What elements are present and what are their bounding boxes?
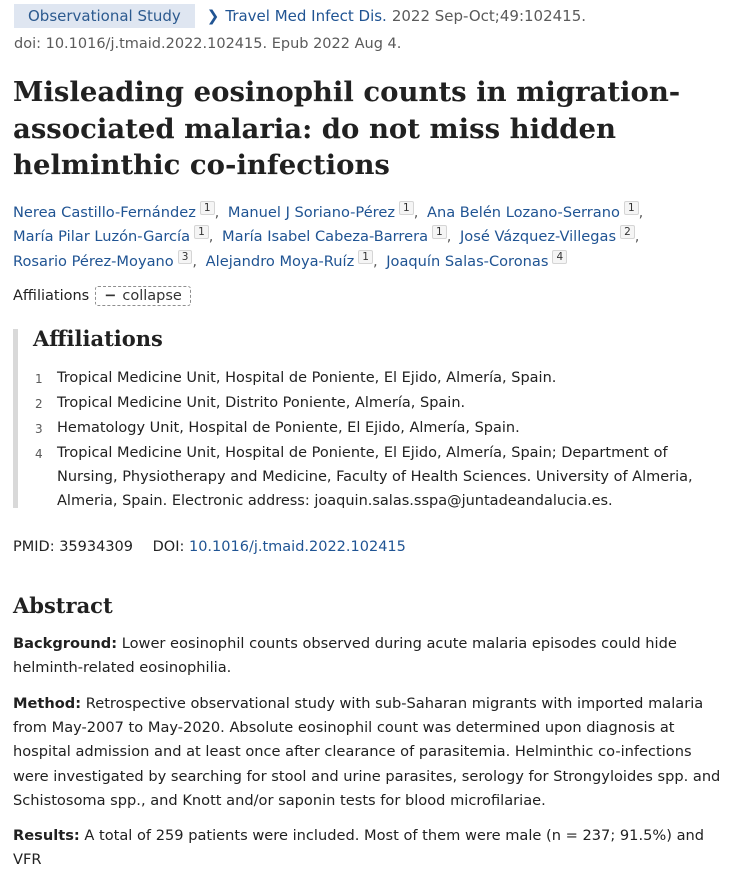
affiliations-toggle-label: Affiliations <box>13 288 90 304</box>
affiliation-ref[interactable]: 1 <box>358 250 373 264</box>
author-link[interactable]: Joaquín Salas-Coronas <box>386 252 549 270</box>
author-link[interactable]: Rosario Pérez-Moyano <box>13 252 174 270</box>
abstract-background <box>13 632 731 680</box>
affiliation-item <box>35 416 730 441</box>
method-text: Retrospective observational study with sub-Saharan migrants with imported malaria from May-2007 to May-2020. Absolute eosinophil count was determined upon diagnosis at hospital admission and at least once after clearance of parasitemia. Helminthic co-infections were investigated by searching for stool and urine parasites, serology for Strongyloides spp. and Schistosoma spp., and Knott and/or saponin tests for blood microfilariae. <box>13 695 721 809</box>
chevron-right-icon: ❯ <box>206 7 220 25</box>
affiliation-number: 2 <box>35 397 43 411</box>
affiliation-item <box>35 366 730 391</box>
abstract-method <box>13 692 731 813</box>
doi-label: DOI: <box>152 539 185 555</box>
publication-type-badge: Observational Study <box>14 4 195 28</box>
background-text: Lower eosinophil counts observed during acute malaria episodes could hide helminth-related eosinophilia. <box>13 635 677 677</box>
affiliation-ref[interactable]: 1 <box>624 201 639 215</box>
affiliation-number: 1 <box>35 372 43 386</box>
affiliation-text: Tropical Medicine Unit, Distrito Poniente, Almería, Spain. <box>57 395 466 411</box>
results-text: A total of 259 patients were included. Most of them were male (n = 237; 91.5%) and VFR <box>13 827 705 869</box>
affiliations-list <box>35 366 730 513</box>
affiliation-text: Tropical Medicine Unit, Hospital de Poniente, El Ejido, Almería, Spain; Department of Nursing, Physiotherapy and Medicine, Faculty of Health Sciences. University of Almeria, Almeria, Spain. Electronic address: joaquin.salas.sspa@juntadeandalucia.es. <box>57 445 693 509</box>
author-link[interactable]: Alejandro Moya-Ruíz <box>205 252 355 270</box>
doi-link[interactable]: 10.1016/j.tmaid.2022.102415 <box>188 539 406 555</box>
abstract-heading: Abstract <box>13 593 113 618</box>
affiliation-ref[interactable]: 4 <box>552 250 567 264</box>
affiliation-number: 4 <box>35 447 43 461</box>
results-label: Results: <box>13 827 80 844</box>
author-link[interactable]: María Pilar Luzón-García <box>13 228 191 246</box>
author-link[interactable]: María Isabel Cabeza-Barrera <box>222 228 429 246</box>
article-header <box>14 4 586 28</box>
affiliation-text: Tropical Medicine Unit, Hospital de Poniente, El Ejido, Almería, Spain. <box>57 370 557 386</box>
author-list: Nerea Castillo-Fernández 1 , Manuel J Soriano-Pérez 1 , Ana Belén Lozano-Serrano 1 , María Pilar Luzón-García 1 , María Isabel Cabeza-Barrera 1 , José Vázquez-Villegas 2 , Rosario Pérez-Moyano 3 , Alejandro Moya-Ruíz 1 , Joaquín Salas-Coronas 4 <box>13 202 644 270</box>
affiliations-heading: Affiliations <box>33 326 163 351</box>
journal-issue: 2022 Sep-Oct;49:102415. <box>391 7 587 25</box>
affiliation-text: Hematology Unit, Hospital de Poniente, El Ejido, Almería, Spain. <box>57 420 520 436</box>
affiliation-item <box>35 441 730 513</box>
affiliation-ref[interactable]: 1 <box>399 201 414 215</box>
affiliations-toggle-row <box>13 286 191 306</box>
affiliation-item <box>35 391 730 416</box>
affiliation-ref[interactable]: 3 <box>178 250 193 264</box>
author-link[interactable]: Nerea Castillo-Fernández <box>13 204 196 221</box>
collapse-button-label: collapse <box>122 288 182 304</box>
author-link[interactable]: Ana Belén Lozano-Serrano <box>426 204 620 221</box>
affiliation-ref[interactable]: 2 <box>620 225 635 239</box>
pmid-label: PMID: <box>13 539 55 555</box>
affiliations-panel <box>13 326 733 509</box>
affiliation-number: 3 <box>35 422 43 436</box>
journal-name-link[interactable]: Travel Med Infect Dis. <box>225 7 387 25</box>
affiliation-ref[interactable]: 1 <box>194 225 209 239</box>
method-label: Method: <box>13 695 82 712</box>
journal-citation <box>207 7 586 25</box>
minus-icon: − <box>104 288 117 304</box>
collapse-affiliations-button[interactable] <box>95 286 191 306</box>
author-link[interactable]: José Vázquez-Villegas <box>459 228 617 246</box>
affiliation-ref[interactable]: 1 <box>200 201 215 215</box>
author-link[interactable]: Manuel J Soriano-Pérez <box>227 204 395 221</box>
article-title: Misleading eosinophil counts in migration-associated malaria: do not miss hidden helminthic co-infections <box>13 76 681 181</box>
abstract-results <box>13 824 731 872</box>
pmid-value: 35934309 <box>59 539 134 555</box>
doi-epub-line: doi: 10.1016/j.tmaid.2022.102415. Epub 2022 Aug 4. <box>14 36 402 52</box>
affiliation-ref[interactable]: 1 <box>432 225 447 239</box>
background-label: Background: <box>13 635 118 652</box>
article-identifiers <box>13 539 406 555</box>
